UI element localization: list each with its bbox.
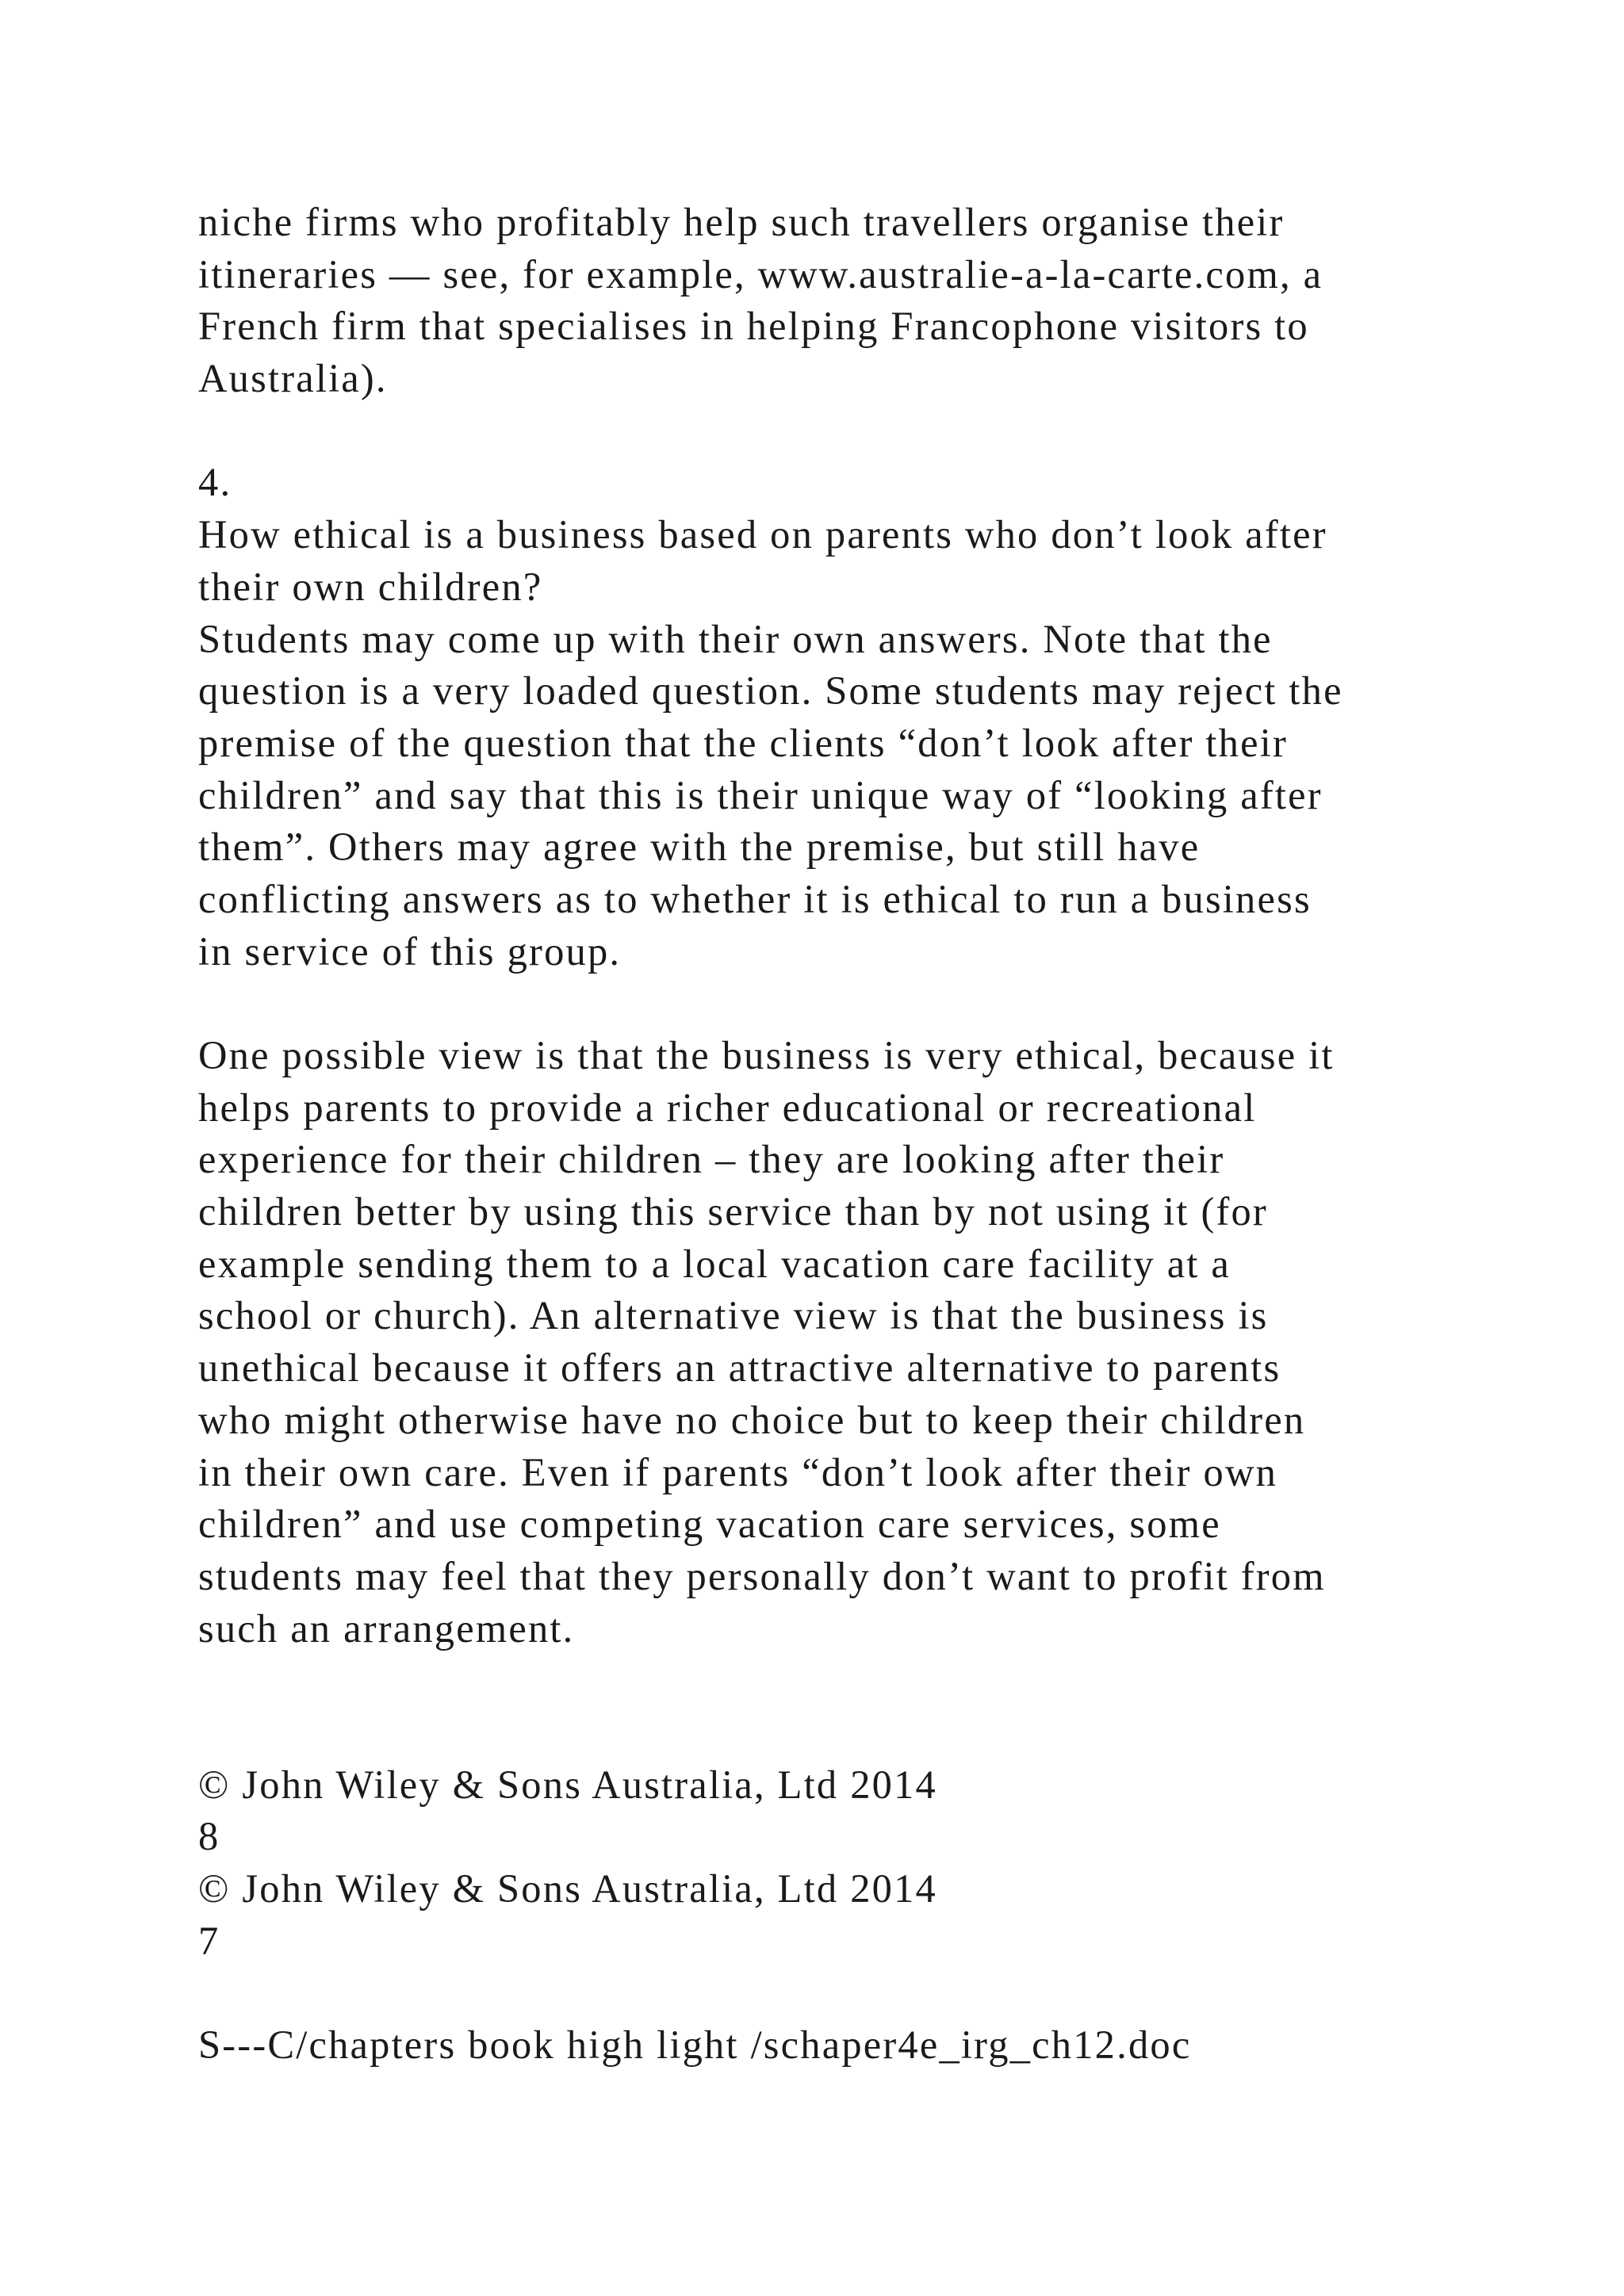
copyright-notice: © John Wiley & Sons Australia, Ltd 2014 [198, 1866, 937, 1911]
spacer [198, 405, 1483, 457]
paragraph-line: example sending them to a local vacation care facility at a [198, 1241, 1231, 1286]
paragraph-line: premise of the question that the clients “don’t look after their [198, 720, 1288, 765]
paragraph-line: them”. Others may agree with the premise, but still have [198, 825, 1201, 870]
question-block [198, 457, 1483, 613]
question-text-line: their own children? [198, 564, 543, 609]
page-footer [198, 1759, 1483, 2072]
paragraph-line: Students may come up with their own answers. Note that the [198, 616, 1273, 661]
question-number: 4. [198, 460, 232, 505]
spacer [198, 1707, 1483, 1759]
paragraph-line: conflicting answers as to whether it is ethical to run a business [198, 876, 1312, 921]
spacer [198, 1967, 1483, 2019]
paragraph-line: experience for their children – they are looking after their [198, 1137, 1225, 1182]
paragraph-line: in their own care. Even if parents “don’t look after their own [198, 1449, 1278, 1494]
copyright-notice: © John Wiley & Sons Australia, Ltd 2014 [198, 1762, 937, 1807]
paragraph-line: children” and say that this is their unique way of “looking after [198, 772, 1323, 817]
paragraph-line: students may feel that they personally don’t want to profit from [198, 1553, 1326, 1598]
question-text-line: How ethical is a business based on parents who don’t look after [198, 512, 1327, 557]
paragraph-line: helps parents to provide a richer educational or recreational [198, 1085, 1257, 1130]
answer-paragraph-1 [198, 614, 1483, 978]
answer-paragraph-2 [198, 1030, 1483, 1655]
paragraph-line: children better by using this service than by not using it (for [198, 1189, 1268, 1234]
paragraph-line: in service of this group. [198, 928, 622, 974]
continuation-paragraph [198, 197, 1483, 405]
paragraph-line: such an arrangement. [198, 1605, 575, 1651]
paragraph-line: niche firms who profitably help such travellers organise their [198, 200, 1285, 244]
paragraph-line: itineraries — see, for example, www.australie-a-la-carte.com, a [198, 251, 1323, 297]
spacer [198, 978, 1483, 1030]
paragraph-line: Australia). [198, 356, 388, 401]
paragraph-line: One possible view is that the business is very ethical, because it [198, 1033, 1335, 1077]
paragraph-line: unethical because it offers an attractive alternative to parents [198, 1345, 1281, 1391]
page-number: 7 [198, 1918, 220, 1963]
page-number: 8 [198, 1814, 220, 1859]
paragraph-line: question is a very loaded question. Some students may reject the [198, 668, 1343, 714]
paragraph-line: school or church). An alternative view is that the business is [198, 1293, 1269, 1338]
paragraph-line: children” and use competing vacation care services, some [198, 1502, 1221, 1547]
spacer [198, 1655, 1483, 1707]
paragraph-line: who might otherwise have no choice but to keep their children [198, 1397, 1306, 1442]
document-body [198, 197, 1483, 2072]
paragraph-line: French firm that specialises in helping Francophone visitors to [198, 304, 1309, 349]
file-path: S---C/chapters book high light /schaper4e_irg_ch12.doc [198, 2022, 1192, 2068]
